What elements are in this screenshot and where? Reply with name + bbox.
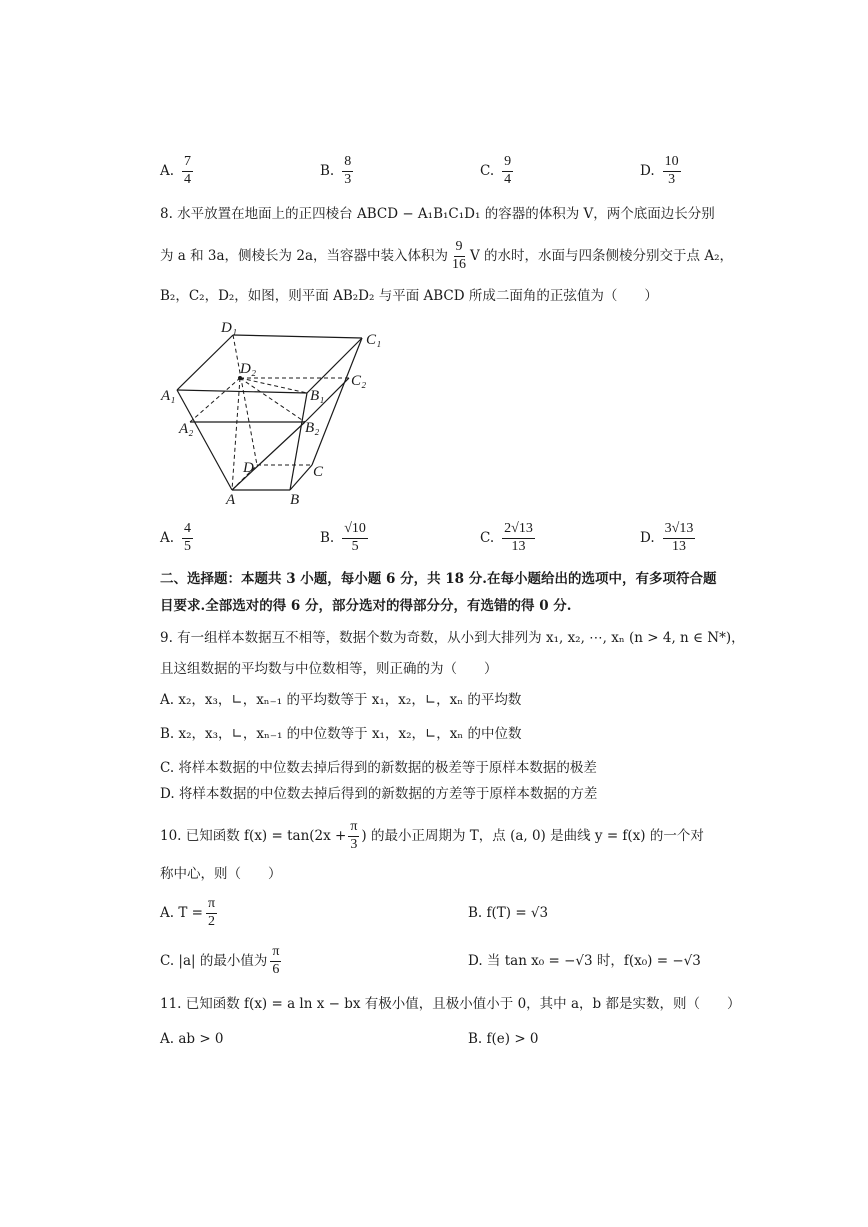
- fraction: [342, 155, 353, 187]
- denominator: 3: [668, 171, 676, 187]
- fraction: [206, 897, 217, 929]
- q11-option-b: B. f(e) > 0: [468, 1031, 539, 1047]
- denominator: 6: [272, 961, 280, 977]
- q7-choice-d: [640, 155, 681, 187]
- fraction: [342, 522, 368, 554]
- denominator: 3: [350, 836, 358, 852]
- q9-line2: 且这组数据的平均数与中位数相等，则正确的为（ ）: [160, 661, 498, 677]
- denominator: 16: [452, 256, 466, 272]
- fraction: [182, 155, 193, 187]
- q8-line2-text-a: 为 a 和 3a，侧棱长为 2a，当容器中装入体积为: [160, 248, 448, 265]
- numerator: √10: [342, 522, 368, 539]
- choice-label: C.: [480, 163, 495, 180]
- label-b2: B₂: [305, 420, 320, 436]
- choice-label: B.: [320, 163, 335, 180]
- label-d: D: [243, 460, 254, 476]
- q9-line1: 9. 有一组样本数据互不相等，数据个数为奇数，从小到大排列为 x₁, x₂, ⋯, xₙ (n > 4, n ∈ N*)，: [160, 630, 745, 646]
- edge-d1c1: [233, 335, 362, 338]
- label-d2: D₂: [240, 361, 257, 377]
- label-c: C: [313, 464, 324, 480]
- label-c2: C₂: [351, 373, 367, 389]
- section2-line1: 二、选择题：本题共 3 小题，每小题 6 分，共 18 分.在每小题给出的选项中，有多项符合题: [160, 571, 717, 587]
- denominator: 13: [511, 538, 526, 554]
- edge-d2a-hidden: [232, 378, 240, 490]
- fraction: [270, 945, 281, 977]
- numerator: 4: [182, 522, 193, 539]
- label-d1: D₁: [221, 320, 238, 336]
- numerator: π: [206, 897, 217, 914]
- edge-a1b1: [177, 390, 307, 393]
- q9-option-c: C. 将样本数据的中位数去掉后得到的新数据的极差等于原样本数据的极差: [160, 760, 597, 776]
- edge-d2b1-hidden: [240, 378, 307, 393]
- q8-choice-b: [320, 522, 368, 554]
- numerator: 10: [663, 155, 681, 172]
- choice-label: D.: [640, 530, 655, 547]
- fraction: [348, 820, 359, 852]
- choice-label: D.: [640, 163, 655, 180]
- fraction: [182, 522, 193, 554]
- q10-option-b: B. f(T) = √3: [468, 905, 549, 921]
- denominator: 5: [184, 538, 192, 554]
- q8-line1: 8. 水平放置在地面上的正四棱台 ABCD − A₁B₁C₁D₁ 的容器的体积为 V，两个底面边长分别: [160, 206, 715, 222]
- label-a2: A₂: [179, 421, 194, 437]
- q9-option-a: A. x₂，x₃，∟，xₙ₋₁ 的平均数等于 x₁，x₂，∟，xₙ 的平均数: [160, 692, 522, 708]
- label-b1: B₁: [310, 388, 325, 404]
- denominator: 3: [344, 171, 352, 187]
- numerator: 9: [502, 155, 513, 172]
- numerator: 9: [454, 240, 465, 257]
- q8-choice-c: [480, 522, 535, 554]
- denominator: 2: [207, 913, 215, 929]
- numerator: π: [348, 820, 359, 837]
- q10-line2: 称中心，则（ ）: [160, 866, 282, 882]
- fraction: [502, 155, 513, 187]
- q10-line1-text-b: ) 的最小正周期为 T，点 (a, 0) 是曲线 y = f(x) 的一个对: [361, 828, 704, 845]
- frustum-figure: [155, 315, 395, 515]
- edge-b1b: [290, 393, 307, 490]
- q7-choice-b: [320, 155, 353, 187]
- q11-line1: 11. 已知函数 f(x) = a ln x − bx 有极小值，且极小值小于 0，其中 a，b 都是实数，则（ ）: [160, 996, 741, 1012]
- edge-d1d-hidden: [233, 335, 257, 465]
- denominator: 4: [184, 171, 192, 187]
- q10-option-a-text: A. T =: [160, 905, 203, 922]
- q8-line2-text-b: V 的水时，水面与四条侧棱分别交于点 A₂，: [470, 248, 733, 265]
- q8-choice-d: [640, 522, 695, 554]
- edge-a1a: [177, 390, 232, 490]
- fraction: [663, 522, 696, 554]
- choice-label: B.: [320, 530, 335, 547]
- label-a: A: [226, 492, 236, 508]
- q7-choice-a: [160, 155, 193, 187]
- q10-option-c-text: C. |a| 的最小值为: [160, 953, 268, 970]
- q10-line1: [160, 820, 704, 852]
- fraction: [663, 155, 681, 187]
- numerator: 7: [182, 155, 193, 172]
- numerator: π: [270, 945, 281, 962]
- label-c1: C₁: [366, 332, 382, 348]
- q10-option-c: [160, 945, 281, 977]
- q10-line1-text-a: 10. 已知函数 f(x) = tan(2x +: [160, 828, 347, 845]
- denominator: 5: [351, 538, 359, 554]
- choice-label: A.: [160, 530, 175, 547]
- numerator: 2√13: [502, 522, 535, 539]
- edge-a2d2-hidden: [190, 378, 240, 422]
- q9-option-b: B. x₂，x₃，∟，xₙ₋₁ 的中位数等于 x₁，x₂，∟，xₙ 的中位数: [160, 726, 522, 742]
- denominator: 13: [671, 538, 686, 554]
- q10-option-a: [160, 897, 217, 929]
- numerator: 3√13: [663, 522, 696, 539]
- denominator: 4: [504, 171, 512, 187]
- section2-line2: 目要求.全部选对的得 6 分，部分选对的得部分分，有选错的得 0 分.: [160, 598, 572, 614]
- edge-ab2: [232, 422, 305, 490]
- numerator: 8: [342, 155, 353, 172]
- q8-line2: [160, 240, 733, 272]
- label-b: B: [290, 492, 300, 508]
- fraction: [502, 522, 535, 554]
- q7-choice-c: [480, 155, 513, 187]
- label-a1: A₁: [161, 388, 176, 404]
- q8-choice-a: [160, 522, 193, 554]
- q9-option-d: D. 将样本数据的中位数去掉后得到的新数据的方差等于原样本数据的方差: [160, 786, 598, 802]
- choice-label: A.: [160, 163, 175, 180]
- q10-option-d: D. 当 tan x₀ = −√3 时，f(x₀) = −√3: [468, 953, 701, 969]
- fraction: [450, 240, 468, 272]
- edge-d2b2-hidden: [240, 378, 305, 422]
- q11-option-a: A. ab > 0: [160, 1031, 224, 1047]
- q8-line3: B₂，C₂，D₂，如图，则平面 AB₂D₂ 与平面 ABCD 所成二面角的正弦值为（ ）: [160, 288, 658, 304]
- choice-label: C.: [480, 530, 495, 547]
- edge-a1d1: [177, 335, 233, 390]
